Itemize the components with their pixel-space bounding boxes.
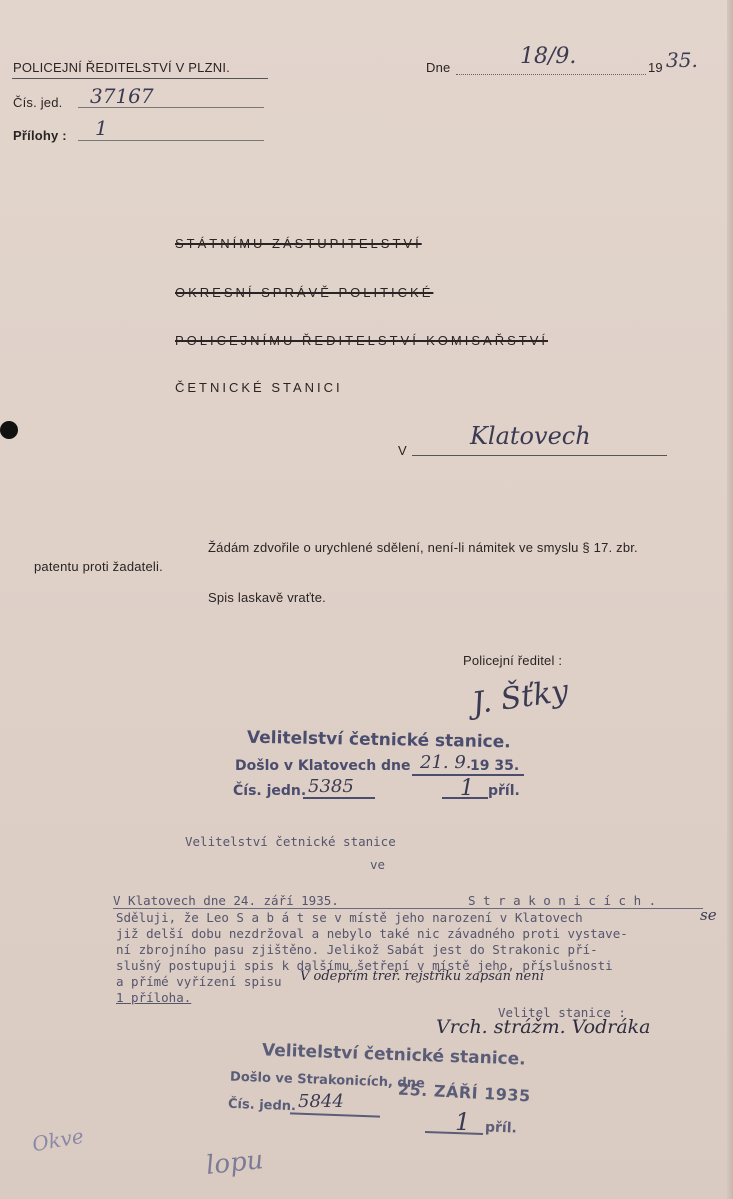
stamp2-attachments-label: příl.	[484, 1119, 518, 1137]
return-note: Spis laskavě vraťte.	[208, 590, 326, 605]
stamp1-ref-line	[303, 797, 375, 799]
year-prefix: 19	[648, 60, 663, 75]
date-line	[456, 74, 646, 75]
stamp2-title: Velitelství četnické stanice.	[261, 1040, 526, 1070]
stamp1-attachments-line	[442, 797, 488, 799]
reply-line-3: ní zbrojního pasu zjištěno. Jelikož Sabát jest do Strakonic pří-	[116, 942, 598, 957]
location-line	[412, 455, 667, 456]
stamp2-ref-label: Čís. jedn.	[227, 1096, 297, 1115]
reply-attachment: 1 příloha.	[116, 990, 192, 1005]
location-value: Klatovech	[470, 422, 591, 450]
punch-hole	[0, 421, 18, 439]
recipient-district-office: OKRESNÍ SPRÁVĚ POLITICKÉ	[175, 285, 434, 300]
attachments-line	[78, 140, 264, 141]
reply-handwritten-addition: V odepřím treř. rejstřiku zapsán není	[300, 969, 544, 984]
stamp1-attachments-label: příl.	[488, 783, 520, 799]
stamp2-attachments-line	[425, 1131, 483, 1135]
signatory-label: Policejní ředitel :	[463, 653, 563, 668]
stamp1-received-date: 21. 9.	[420, 752, 472, 773]
location-prefix: V	[398, 443, 407, 458]
ref-value: 37167	[90, 84, 154, 108]
recipient-state-attorney: STÁTNÍMU ZÁSTUPITELSTVÍ	[175, 236, 422, 251]
request-line-1: Žádám zdvořile o urychlené sdělení, není-li námitek ve smyslu § 17. zbr.	[208, 540, 638, 555]
reply-place-date: V Klatovech dne 24. září 1935.	[113, 893, 339, 908]
authority-underline	[12, 78, 268, 79]
reply-handwritten-insert: se	[700, 906, 717, 924]
reply-heading-ve: ve	[370, 857, 386, 872]
attachments-label: Přílohy :	[13, 128, 67, 143]
reply-line-5: a přímé vyřízení spisu	[116, 974, 282, 989]
stamp1-ref-label: Čís. jedn.	[233, 783, 307, 799]
reply-line-1: Sděluji, že Leo S a b á t se v místě jeho narození v Klatovech	[116, 910, 583, 925]
stamp1-ref-value: 5385	[308, 776, 354, 797]
stamp2-received-label: Došlo ve Strakonicích, dne	[229, 1069, 426, 1092]
attachments-value: 1	[95, 116, 108, 140]
stamp1-received-label: Došlo v Klatovech dne	[235, 758, 411, 774]
reply-line-4: slušný postupuji spis k dalšímu šetření v místě jeho, příslušnosti	[116, 958, 613, 973]
stamp2-received-date: 25. ZÁŘÍ 1935	[397, 1079, 532, 1106]
reply-heading: Velitelství četnické stanice	[185, 834, 396, 849]
stamp2-ref-value: 5844	[298, 1091, 344, 1112]
commander-signature: Vrch. strážm. Vodráka	[436, 1016, 651, 1038]
date-label: Dne	[426, 60, 451, 75]
recipient-police-directorate: POLICEJNÍMU ŘEDITELSTVÍ-KOMISAŘSTVÍ	[175, 333, 548, 348]
year-suffix: 35.	[666, 48, 698, 72]
page-edge-shadow	[727, 0, 733, 1199]
director-signature: J. Šťky	[470, 673, 571, 722]
stamp1-title: Velitelství četnické stanice.	[246, 727, 511, 753]
stamp1-received-year: 19 35.	[470, 758, 520, 774]
stamp2-ref-line	[290, 1112, 380, 1117]
margin-note-left: Okve	[30, 1123, 86, 1157]
date-value: 18/9.	[520, 44, 577, 69]
recipient-gendarmerie-station: ČETNICKÉ STANICI	[175, 380, 343, 395]
reply-line-2: již delší dobu nezdržoval a nebylo také nic závadného proti vystave-	[116, 926, 628, 941]
request-line-2: patentu proti žadateli.	[34, 559, 163, 574]
reply-destination-underline	[113, 908, 703, 909]
authority-name: POLICEJNÍ ŘEDITELSTVÍ V PLZNI.	[13, 60, 230, 75]
ref-label: Čís. jed.	[13, 95, 63, 110]
stamp1-attachments-value: 1	[460, 776, 474, 801]
margin-note-bottom: lopu	[204, 1145, 265, 1181]
commander-label: Velitel stanice :	[498, 1005, 626, 1020]
stamp2-attachments-value: 1	[455, 1108, 471, 1136]
reply-destination: S t r a k o n i c í c h .	[468, 893, 657, 908]
